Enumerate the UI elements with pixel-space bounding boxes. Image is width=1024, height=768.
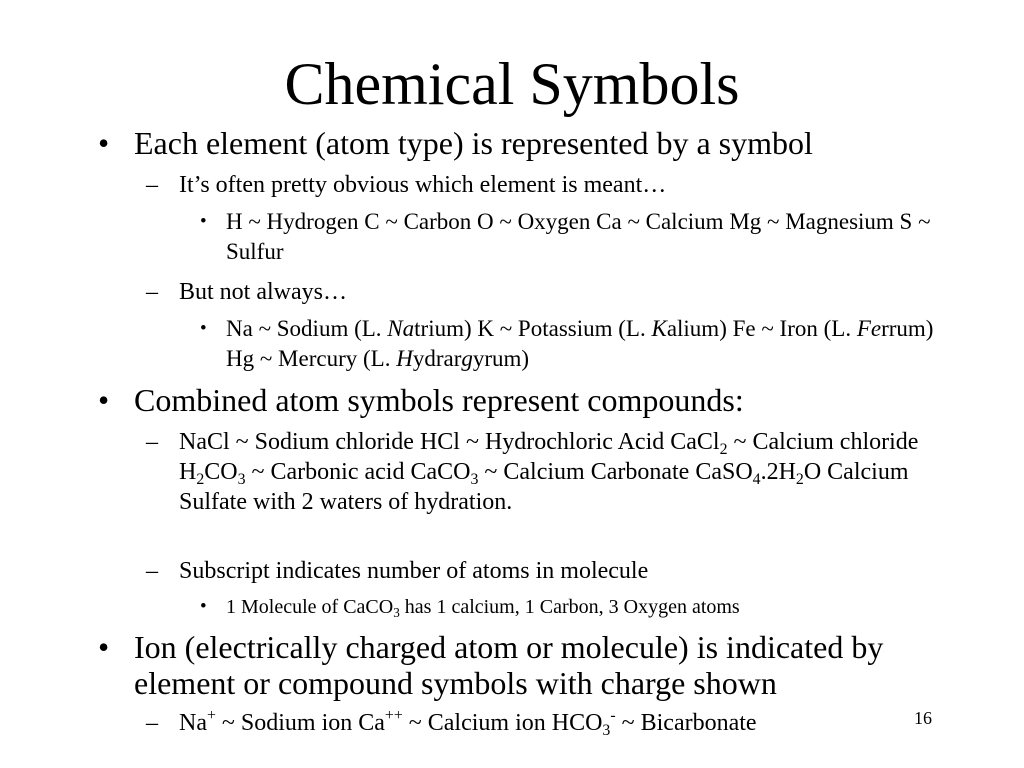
compound-text: .2H	[760, 459, 796, 485]
bullet-marker: •	[200, 596, 207, 617]
latin-text: rrum) Hg ~ Mercury (L.	[226, 316, 934, 371]
subscript: 2	[795, 470, 804, 488]
sub-bullet-subscript	[146, 556, 939, 586]
latin-text: alium) Fe ~ Iron (L.	[666, 316, 857, 341]
bullet-marker: •	[98, 382, 110, 418]
bullet-elements	[98, 125, 964, 161]
compound-text: ~ Calcium Carbonate CaSO	[478, 459, 753, 485]
subscript: 3	[393, 604, 400, 620]
bullet-marker: •	[98, 125, 110, 161]
dash-marker: –	[146, 710, 158, 736]
ion-examples	[146, 707, 939, 739]
element-examples-text: H ~ Hydrogen C ~ Carbon O ~ Oxygen Ca ~ Calcium Mg ~ Magnesium S ~ Sulfur	[226, 209, 931, 264]
molecule-text: 1 Molecule of CaCO	[226, 596, 394, 618]
sub-bullet-text: But not always…	[179, 279, 347, 305]
subscript: 4	[752, 470, 761, 488]
molecule-text: has 1 calcium, 1 Carbon, 3 Oxygen atoms	[399, 596, 740, 618]
latin-examples	[200, 314, 956, 374]
subscript: 3	[470, 470, 479, 488]
bullet-text: Each element (atom type) is represented by a symbol	[134, 125, 813, 161]
latin-italic: g	[461, 346, 473, 371]
superscript: +	[206, 707, 216, 725]
dash-marker: –	[146, 429, 158, 455]
compound-text: ~ Carbonic acid CaCO	[245, 459, 471, 485]
bullet-marker: •	[200, 318, 207, 339]
subscript: 3	[237, 470, 246, 488]
latin-italic: K	[651, 316, 667, 341]
compound-text: ~ Calcium chloride H	[179, 429, 919, 485]
superscript: ++	[384, 707, 403, 725]
dash-marker: –	[146, 558, 158, 584]
ion-text: ~ Bicarbonate	[615, 710, 757, 736]
latin-text: trium) K ~ Potassium (L.	[414, 316, 652, 341]
compound-text: CO	[204, 459, 238, 485]
ion-text: Na	[179, 710, 207, 736]
compound-examples	[146, 427, 939, 517]
bullet-text: Combined atom symbols represent compounds:	[134, 382, 744, 418]
subscript: 2	[719, 440, 728, 458]
sub-bullet-not-always	[146, 277, 939, 307]
subscript: 3	[602, 721, 611, 739]
bullet-marker: •	[98, 629, 110, 665]
latin-italic: Na	[387, 316, 415, 341]
latin-text: ydrar	[412, 346, 462, 371]
ion-text: ~ Sodium ion Ca	[215, 710, 385, 736]
sub-bullet-text: It’s often pretty obvious which element is meant…	[179, 172, 667, 198]
latin-text: Na ~ Sodium (L.	[226, 316, 388, 341]
compound-text: NaCl ~ Sodium chloride HCl ~ Hydrochloric Acid CaCl	[179, 429, 720, 455]
bullet-marker: •	[200, 211, 207, 232]
element-examples	[200, 207, 956, 267]
ion-text: ~ Calcium ion HCO	[402, 710, 603, 736]
sub-bullet-obvious	[146, 170, 939, 200]
bullet-ions	[98, 629, 964, 701]
dash-marker: –	[146, 172, 158, 198]
slide-title: Chemical Symbols	[284, 51, 740, 117]
bullet-text: Ion (electrically charged atom or molecule) is indicated by element or compound symbols with charge shown	[134, 629, 884, 701]
latin-italic: Fe	[856, 316, 882, 341]
subscript: 2	[196, 470, 205, 488]
latin-italic: H	[396, 346, 413, 371]
dash-marker: –	[146, 279, 158, 305]
molecule-example	[200, 592, 956, 622]
superscript: -	[610, 707, 616, 725]
compound-text: O Calcium Sulfate with 2 waters of hydration.	[179, 459, 909, 515]
latin-text: yrum)	[472, 346, 530, 371]
bullet-compounds	[98, 382, 964, 418]
page-number: 16	[914, 708, 932, 728]
sub-bullet-text: Subscript indicates number of atoms in molecule	[179, 558, 649, 584]
